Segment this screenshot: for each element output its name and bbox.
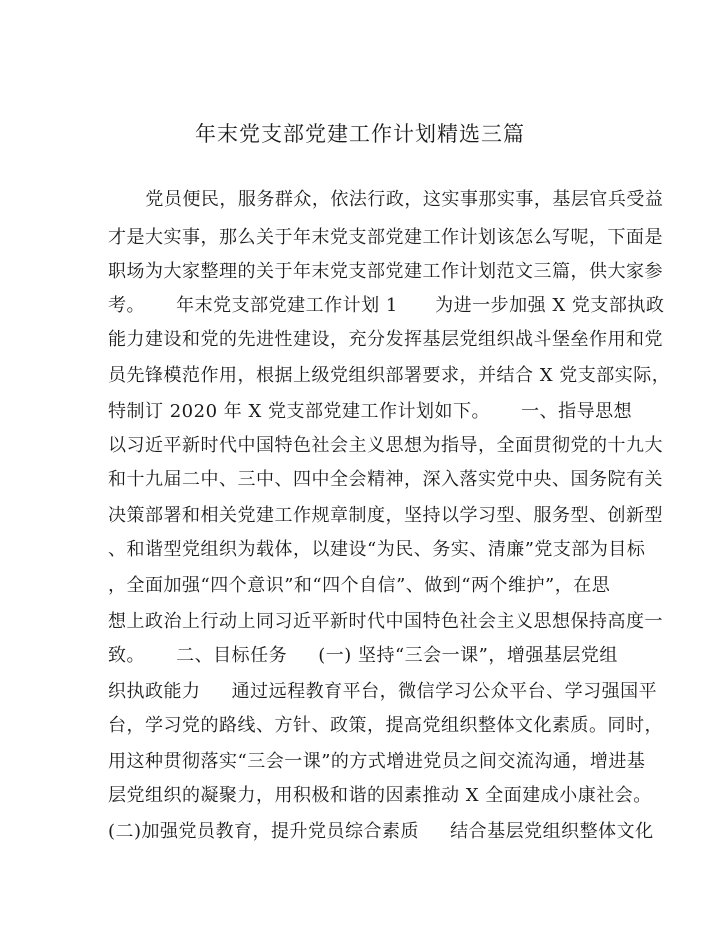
body-line-10: 决策部署和相关党建工作规章制度，坚持以学习型、服务型、创新型 — [108, 505, 663, 526]
body-line-15: 织执政能力 通过远程教育平台，微信学习公众平台、学习强国平 — [108, 681, 658, 702]
body-line-16: 台，学习党的路线、方针、政策，提高党组织整体文化素质。同时， — [108, 715, 663, 736]
body-line-2: 才是大实事，那么关于年末党支部党建工作计划该怎么写呢，下面是 — [108, 227, 663, 248]
body-line-19: (二)加强党员教育，提升党员综合素质 结合基层党组织整体文化 — [108, 821, 654, 842]
body-line-6: 员先锋模范作用，根据上级党组织部署要求，并结合 X 党支部实际， — [108, 365, 671, 386]
body-line-8: 以习近平新时代中国特色社会主义思想为指导，全面贯彻党的十九大 — [108, 435, 663, 456]
body-line-17: 用这种贯彻落实“三会一课”的方式增进党员之间交流沟通，增进基 — [108, 751, 646, 772]
body-line-7: 特制订 2020 年 X 党支部党建工作计划如下。 一、指导思想 — [108, 401, 633, 422]
body-line-5: 能力建设和党的先进性建设，充分发挥基层党组织战斗堡垒作用和党 — [108, 329, 663, 350]
body-line-14: 致。 二、目标任务 (一) 坚持“三会一课”，增强基层党组 — [108, 645, 618, 666]
body-line-11: 、和谐型党组织为载体，以建设“为民、务实、清廉”党支部为目标 — [108, 539, 646, 560]
body-line-13: 想上政治上行动上同习近平新时代中国特色社会主义思想保持高度一 — [108, 611, 663, 632]
body-line-12: ，全面加强“四个意识”和“四个自信”、做到“两个维护”，在思 — [108, 575, 611, 596]
body-line-18: 层党组织的凝聚力，用积极和谐的因素推动 X 全面建成小康社会。 — [108, 785, 652, 806]
body-line-9: 和十九届二中、三中、四中全会精神，深入落实党中央、国务院有关 — [108, 469, 663, 490]
body-line-1: 党员便民，服务群众，依法行政，这实事那实事，基层官兵受益 — [108, 189, 664, 210]
body-line-3: 职场为大家整理的关于年末党支部党建工作计划范文三篇，供大家参 — [108, 261, 663, 282]
document-title: 年末党支部党建工作计划精选三篇 — [195, 122, 525, 146]
body-line-4: 考。 年末党支部党建工作计划 1 为进一步加强 X 党支部执政 — [108, 295, 665, 316]
